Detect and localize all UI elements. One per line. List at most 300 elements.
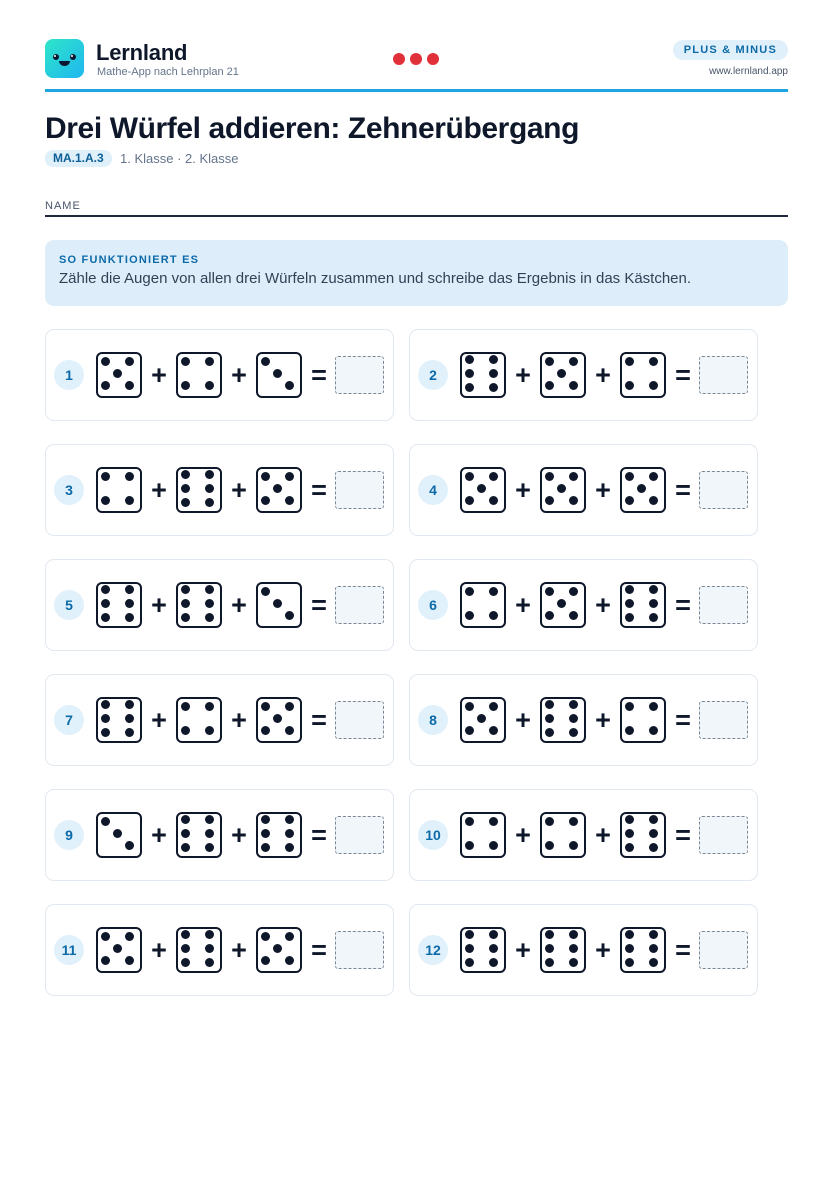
plus-sign: + [515, 820, 531, 850]
answer-box[interactable] [335, 471, 384, 509]
task-number: 3 [54, 475, 84, 505]
pip [545, 496, 554, 505]
pip [101, 472, 110, 481]
pip [465, 944, 474, 953]
task-card [409, 559, 758, 651]
pip [465, 611, 474, 620]
pip [489, 383, 498, 392]
plus-sign: + [515, 360, 531, 390]
pip [101, 956, 110, 965]
pip [101, 728, 110, 737]
pip [489, 817, 498, 826]
pip [489, 587, 498, 596]
answer-box[interactable] [699, 931, 748, 969]
pip [545, 357, 554, 366]
pip [465, 369, 474, 378]
pip [649, 958, 658, 967]
pip [649, 496, 658, 505]
pip [101, 700, 110, 709]
die-5-icon [540, 467, 586, 513]
plus-sign: + [151, 590, 167, 620]
die-6-icon [96, 697, 142, 743]
task-number: 7 [54, 705, 84, 735]
pip [625, 930, 634, 939]
pip [489, 496, 498, 505]
pip [273, 944, 282, 953]
pip [465, 817, 474, 826]
pip [465, 472, 474, 481]
die-4-icon [176, 697, 222, 743]
pip [625, 472, 634, 481]
pip [569, 472, 578, 481]
pip [125, 932, 134, 941]
pip [569, 944, 578, 953]
plus-sign: + [231, 820, 247, 850]
pip [545, 714, 554, 723]
name-label: NAME [45, 200, 81, 212]
pip [545, 841, 554, 850]
pip [205, 484, 214, 493]
brand-name: Lernland [96, 40, 188, 65]
pip [125, 728, 134, 737]
die-5-icon [540, 582, 586, 628]
pip [569, 728, 578, 737]
pip [205, 381, 214, 390]
plus-sign: + [595, 590, 611, 620]
answer-box[interactable] [335, 931, 384, 969]
pip [181, 357, 190, 366]
pip [545, 930, 554, 939]
pip [125, 956, 134, 965]
pip [273, 369, 282, 378]
pip [181, 829, 190, 838]
pip [625, 944, 634, 953]
pip [101, 714, 110, 723]
pip [649, 702, 658, 711]
pip [205, 843, 214, 852]
pip [261, 357, 270, 366]
pip [489, 472, 498, 481]
pip [465, 587, 474, 596]
pip [465, 496, 474, 505]
pip [261, 726, 270, 735]
pip [625, 585, 634, 594]
pip [545, 611, 554, 620]
task-number: 11 [54, 935, 84, 965]
pip [625, 958, 634, 967]
task-number: 1 [54, 360, 84, 390]
answer-box[interactable] [335, 701, 384, 739]
pip [285, 496, 294, 505]
red-dot-icon [427, 53, 439, 65]
name-writing-line[interactable] [45, 215, 788, 217]
pip [261, 956, 270, 965]
die-5-icon [460, 467, 506, 513]
pip [125, 585, 134, 594]
pip [465, 355, 474, 364]
pip [285, 829, 294, 838]
pip [181, 585, 190, 594]
pip [273, 714, 282, 723]
task-card [409, 444, 758, 536]
task-card [45, 904, 394, 996]
equals-sign: = [675, 820, 691, 850]
pip [649, 472, 658, 481]
die-3-icon [256, 352, 302, 398]
equals-sign: = [675, 705, 691, 735]
plus-sign: + [595, 820, 611, 850]
pip [489, 841, 498, 850]
plus-sign: + [151, 820, 167, 850]
equals-sign: = [675, 590, 691, 620]
pip [545, 587, 554, 596]
equals-sign: = [311, 705, 327, 735]
plus-sign: + [231, 705, 247, 735]
pip [569, 930, 578, 939]
topic-badge: PLUS & MINUS [673, 40, 788, 60]
pip [569, 357, 578, 366]
pip [285, 815, 294, 824]
pip [285, 702, 294, 711]
die-5-icon [96, 352, 142, 398]
pip [205, 498, 214, 507]
answer-box[interactable] [699, 701, 748, 739]
die-6-icon [460, 927, 506, 973]
pip [285, 726, 294, 735]
pip [625, 815, 634, 824]
pip [125, 841, 134, 850]
pip [285, 472, 294, 481]
pip [261, 932, 270, 941]
die-5-icon [256, 697, 302, 743]
task-card [45, 329, 394, 421]
lernland-logo-icon [45, 39, 84, 78]
plus-sign: + [151, 935, 167, 965]
grade-levels: 1. Klasse · 2. Klasse [120, 151, 239, 166]
pip [649, 843, 658, 852]
pip [181, 843, 190, 852]
pip [181, 470, 190, 479]
pip [261, 496, 270, 505]
die-5-icon [96, 927, 142, 973]
pip [285, 381, 294, 390]
pip [261, 815, 270, 824]
equals-sign: = [675, 935, 691, 965]
pip [465, 726, 474, 735]
die-6-icon [176, 927, 222, 973]
die-6-icon [540, 697, 586, 743]
pip [125, 613, 134, 622]
task-card [409, 904, 758, 996]
pip [545, 728, 554, 737]
pip [465, 958, 474, 967]
pip [261, 829, 270, 838]
pip [125, 472, 134, 481]
pip [181, 930, 190, 939]
pip [285, 611, 294, 620]
pip [649, 381, 658, 390]
pip [125, 357, 134, 366]
equals-sign: = [311, 590, 327, 620]
pip [649, 944, 658, 953]
equals-sign: = [675, 475, 691, 505]
answer-box[interactable] [699, 356, 748, 394]
equals-sign: = [311, 820, 327, 850]
pip [205, 613, 214, 622]
pip [477, 484, 486, 493]
die-5-icon [460, 697, 506, 743]
plus-sign: + [231, 360, 247, 390]
pip [637, 484, 646, 493]
task-card [45, 789, 394, 881]
answer-box[interactable] [335, 586, 384, 624]
website-url: www.lernland.app [709, 66, 788, 77]
header-divider [45, 89, 788, 92]
pip [557, 599, 566, 608]
pip [569, 587, 578, 596]
die-5-icon [540, 352, 586, 398]
pip [649, 930, 658, 939]
pip [261, 843, 270, 852]
pip [465, 702, 474, 711]
pip [625, 381, 634, 390]
task-card [45, 559, 394, 651]
pip [569, 841, 578, 850]
die-4-icon [620, 697, 666, 743]
pip [545, 381, 554, 390]
pip [205, 599, 214, 608]
pip [489, 958, 498, 967]
pip [181, 958, 190, 967]
pip [489, 702, 498, 711]
pip [285, 956, 294, 965]
die-4-icon [620, 352, 666, 398]
die-4-icon [540, 812, 586, 858]
pip [113, 369, 122, 378]
plus-sign: + [595, 935, 611, 965]
pip [205, 585, 214, 594]
equals-sign: = [311, 475, 327, 505]
die-5-icon [256, 927, 302, 973]
pip [181, 944, 190, 953]
pip [205, 702, 214, 711]
task-number: 5 [54, 590, 84, 620]
pip [125, 599, 134, 608]
pip [649, 585, 658, 594]
pip [261, 702, 270, 711]
die-4-icon [460, 812, 506, 858]
answer-box[interactable] [335, 356, 384, 394]
pip [181, 726, 190, 735]
task-card [409, 789, 758, 881]
pip [557, 484, 566, 493]
pip [205, 357, 214, 366]
pip [101, 599, 110, 608]
task-number: 6 [418, 590, 448, 620]
pip [261, 472, 270, 481]
instructions-text: Zähle die Augen von allen drei Würfeln zusammen und schreibe das Ergebnis in das Kästchen. [59, 270, 692, 287]
die-3-icon [96, 812, 142, 858]
pip [101, 932, 110, 941]
task-number: 9 [54, 820, 84, 850]
pip [125, 714, 134, 723]
pip [273, 599, 282, 608]
pip [205, 829, 214, 838]
equals-sign: = [311, 360, 327, 390]
pip [489, 944, 498, 953]
plus-sign: + [231, 590, 247, 620]
pip [569, 496, 578, 505]
pip [545, 958, 554, 967]
die-4-icon [96, 467, 142, 513]
die-6-icon [620, 812, 666, 858]
pip [569, 958, 578, 967]
pip [205, 726, 214, 735]
pip [465, 930, 474, 939]
pip [205, 470, 214, 479]
pip [569, 714, 578, 723]
pip [545, 472, 554, 481]
brand-subtitle: Mathe-App nach Lehrplan 21 [97, 66, 239, 78]
task-number: 4 [418, 475, 448, 505]
pip [489, 355, 498, 364]
pip [181, 498, 190, 507]
pip [489, 930, 498, 939]
pip [205, 944, 214, 953]
pip [181, 599, 190, 608]
pip [489, 611, 498, 620]
die-6-icon [460, 352, 506, 398]
pip [625, 357, 634, 366]
pip [489, 726, 498, 735]
pip [101, 585, 110, 594]
die-4-icon [460, 582, 506, 628]
pip [285, 932, 294, 941]
curriculum-code-badge: MA.1.A.3 [45, 150, 112, 167]
pip [625, 726, 634, 735]
die-4-icon [176, 352, 222, 398]
pip [649, 613, 658, 622]
pip [285, 843, 294, 852]
pip [569, 817, 578, 826]
pip [569, 381, 578, 390]
task-number: 12 [418, 935, 448, 965]
die-5-icon [620, 467, 666, 513]
pip [545, 817, 554, 826]
plus-sign: + [515, 935, 531, 965]
plus-sign: + [231, 475, 247, 505]
instructions-box [45, 240, 788, 306]
pip [101, 381, 110, 390]
task-card [45, 444, 394, 536]
pip [569, 700, 578, 709]
pip [545, 944, 554, 953]
pip [625, 613, 634, 622]
die-6-icon [176, 582, 222, 628]
die-5-icon [256, 467, 302, 513]
pip [625, 829, 634, 838]
equals-sign: = [311, 935, 327, 965]
pip [181, 815, 190, 824]
pip [113, 829, 122, 838]
die-6-icon [256, 812, 302, 858]
pip [205, 930, 214, 939]
pip [569, 611, 578, 620]
plus-sign: + [595, 705, 611, 735]
die-6-icon [540, 927, 586, 973]
die-6-icon [176, 467, 222, 513]
die-6-icon [620, 582, 666, 628]
pip [181, 613, 190, 622]
plus-sign: + [595, 475, 611, 505]
pip [273, 484, 282, 493]
pip [465, 383, 474, 392]
pip [125, 700, 134, 709]
answer-box[interactable] [699, 816, 748, 854]
pip [205, 815, 214, 824]
answer-box[interactable] [699, 586, 748, 624]
pip [625, 843, 634, 852]
pip [649, 599, 658, 608]
pip [101, 496, 110, 505]
pip [125, 496, 134, 505]
pip [465, 841, 474, 850]
plus-sign: + [595, 360, 611, 390]
red-dot-icon [393, 53, 405, 65]
pip [205, 958, 214, 967]
pip [261, 587, 270, 596]
die-6-icon [96, 582, 142, 628]
pip [625, 702, 634, 711]
plus-sign: + [231, 935, 247, 965]
equals-sign: = [675, 360, 691, 390]
pip [649, 726, 658, 735]
pip [113, 944, 122, 953]
die-6-icon [176, 812, 222, 858]
red-dot-icon [410, 53, 422, 65]
pip [101, 613, 110, 622]
page-header [45, 38, 788, 90]
pip [101, 817, 110, 826]
answer-box[interactable] [699, 471, 748, 509]
pip [101, 357, 110, 366]
pip [477, 714, 486, 723]
pip [625, 599, 634, 608]
pip [181, 484, 190, 493]
plus-sign: + [151, 705, 167, 735]
task-card [409, 329, 758, 421]
task-number: 8 [418, 705, 448, 735]
task-card [409, 674, 758, 766]
task-number: 10 [418, 820, 448, 850]
pip [545, 700, 554, 709]
plus-sign: + [515, 590, 531, 620]
pip [625, 496, 634, 505]
pip [649, 815, 658, 824]
pip [649, 829, 658, 838]
die-3-icon [256, 582, 302, 628]
plus-sign: + [515, 475, 531, 505]
answer-box[interactable] [335, 816, 384, 854]
instructions-heading: SO FUNKTIONIERT ES [59, 254, 200, 266]
pip [649, 357, 658, 366]
plus-sign: + [151, 360, 167, 390]
pip [125, 381, 134, 390]
decorative-dots [393, 53, 439, 65]
plus-sign: + [151, 475, 167, 505]
pip [181, 702, 190, 711]
pip [489, 369, 498, 378]
